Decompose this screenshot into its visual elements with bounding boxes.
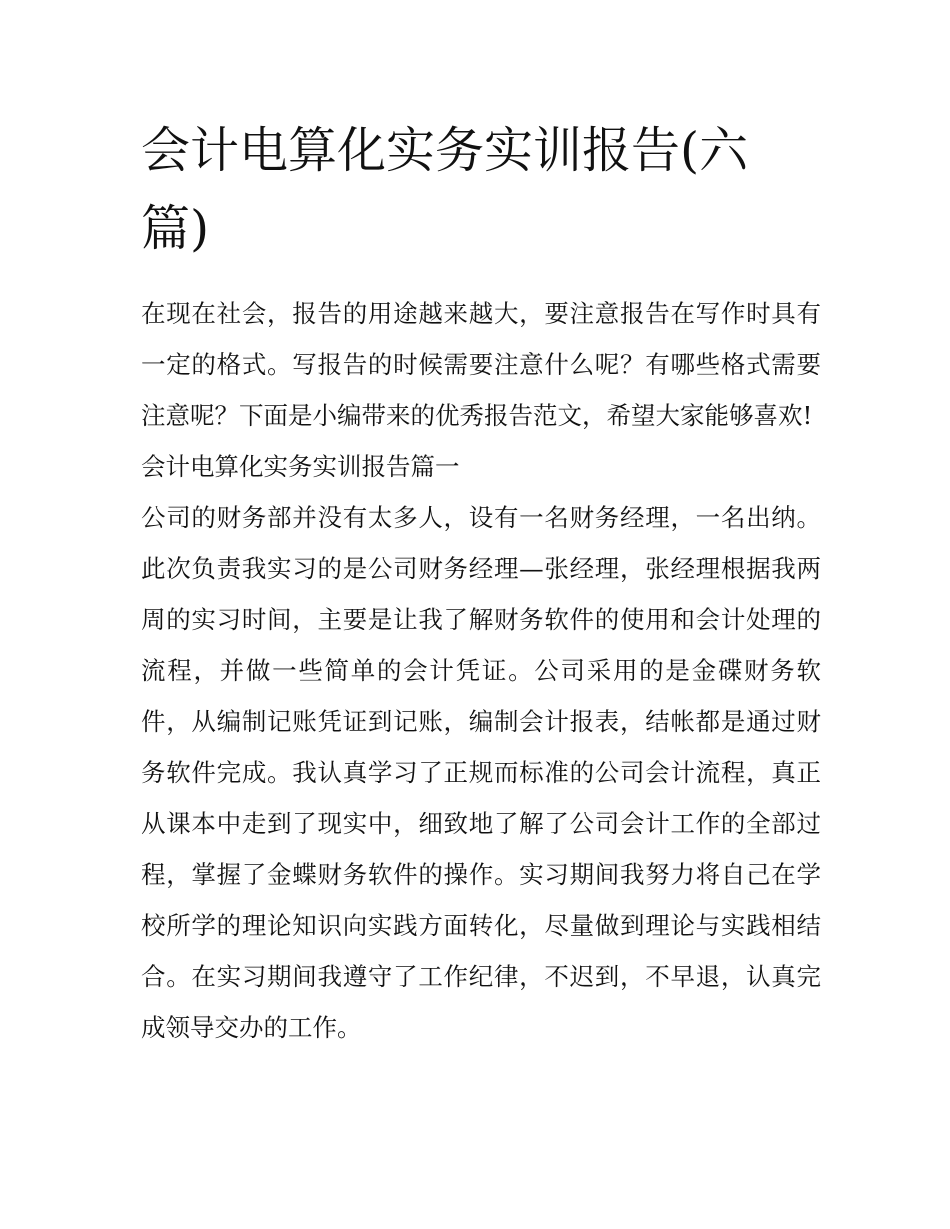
document-body [141, 112, 821, 1053]
section-heading: 会计电算化实务实训报告篇一 [141, 452, 460, 481]
section-paragraph: 公司的财务部并没有太多人，设有一名财务经理，一名出纳。此次负责我实习的是公司财务经理—张经理，张经理根据我两周的实习时间，主要是让我了解财务软件的使用和会计处理的流程，并做一些简单的会计凭证。公司采用的是金碟财务软件，从编制记账凭证到记账，编制会计报表，结帐都是通过财务软件完成。我认真学习了正规而标准的公司会计流程，真正从课本中走到了现实中，细致地了解了公司会计工作的全部过程，掌握了金蝶财务软件的操作。实习期间我努力将自己在学校所学的理论知识向实践方面转化，尽量做到理论与实践相结合。在实习期间我遵守了工作纪律，不迟到，不早退，认真完成领导交办的工作。 [141, 503, 821, 1042]
document-title: 会计电算化实务实训报告(六篇) [141, 122, 749, 257]
intro-paragraph: 在现在社会，报告的用途越来越大，要注意报告在写作时具有一定的格式。写报告的时候需要注意什么呢？有哪些格式需要注意呢？下面是小编带来的优秀报告范文，希望大家能够喜欢! [141, 299, 821, 430]
